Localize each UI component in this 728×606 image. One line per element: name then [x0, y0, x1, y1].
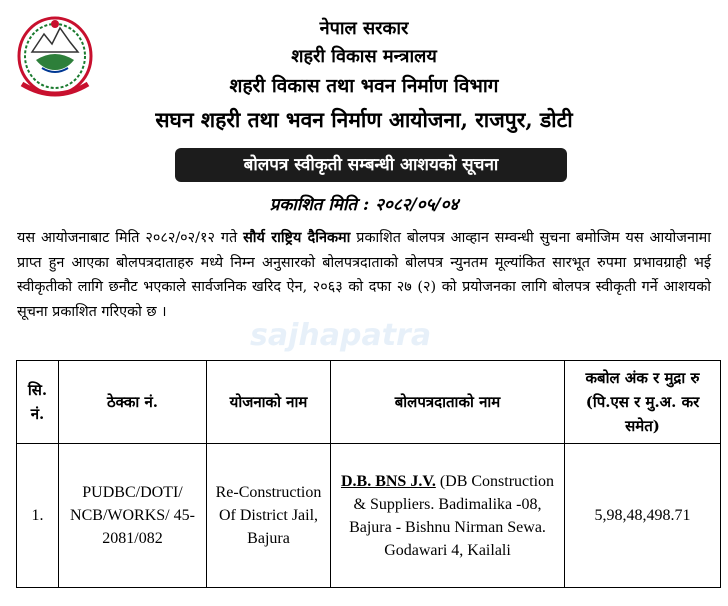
bidder-name-bold: D.B. BNS J.V.	[340, 472, 436, 490]
notice-title: बोलपत्र स्वीकृती सम्बन्धी आशयको सूचना	[175, 148, 567, 182]
table-row	[17, 444, 721, 588]
bidder-details: (DB Construction & Suppliers. Badimalika -08, Bajura - Bishnu Nirman Sewa. Godawari 4, Kailali	[349, 472, 555, 559]
newspaper-name: सौर्य राष्ट्रिय दैनिकमा	[243, 229, 351, 246]
watermark-logo: sajhapatra	[250, 318, 432, 353]
table-header-row	[17, 361, 721, 444]
project-name-cell: Re-Construction Of District Jail, Bajura	[207, 444, 331, 588]
tender-table	[16, 360, 721, 588]
header-serial-number: सि. नं.	[17, 361, 59, 444]
department-name: शहरी विकास तथा भवन निर्माण विभाग	[229, 75, 499, 97]
bidder-name-cell	[331, 444, 565, 588]
header-bid-amount: कबोल अंक र मुद्रा रु (पि.एस र मु.अ. कर समेत)	[565, 361, 721, 444]
notice-body	[17, 226, 711, 324]
serial-number-cell: 1.	[17, 444, 59, 588]
project-office-name: सघन शहरी तथा भवन निर्माण आयोजना, राजपुर, डोटी	[155, 107, 573, 132]
bid-amount-cell: 5,98,48,498.71	[565, 444, 721, 588]
header-bidder-name: बोलपत्रदाताको नाम	[331, 361, 565, 444]
body-part-1: यस आयोजनाबाट मिति २०८२/०२/१२ गते	[17, 230, 244, 246]
ministry-name: शहरी विकास मन्त्रालय	[291, 46, 437, 67]
published-date: प्रकाशित मिति : २०८२/०५/०४	[269, 195, 459, 215]
body-part-2: प्रकाशित बोलपत्र आव्हान सम्वन्धी सुचना बमोजिम यस आयोजनामा प्राप्त हुन आएका बोलपत्रदाताहरु मध्ये निम्न अनुसारको बोलपत्रदाताको बोलपत्र न्युनतम मूल्यांकित सारभूत रुपमा प्रभावग्राही भई स्वीकृतीको लागि छनौट भएकाले सार्वजनिक खरिद ऐन, २०६३ को दफा २७ (२) को प्रयोजनका लागि बोलपत्र स्वीकृती गर्ने आशयको सूचना प्रकाशित गरिएको छ ।	[17, 230, 711, 320]
header-contract-number: ठेक्का नं.	[59, 361, 207, 444]
contract-number-cell: PUDBC/DOTI/ NCB/WORKS/ 45-2081/082	[59, 444, 207, 588]
government-name: नेपाल सरकार	[319, 18, 409, 39]
header-project-name: योजनाको नाम	[207, 361, 331, 444]
